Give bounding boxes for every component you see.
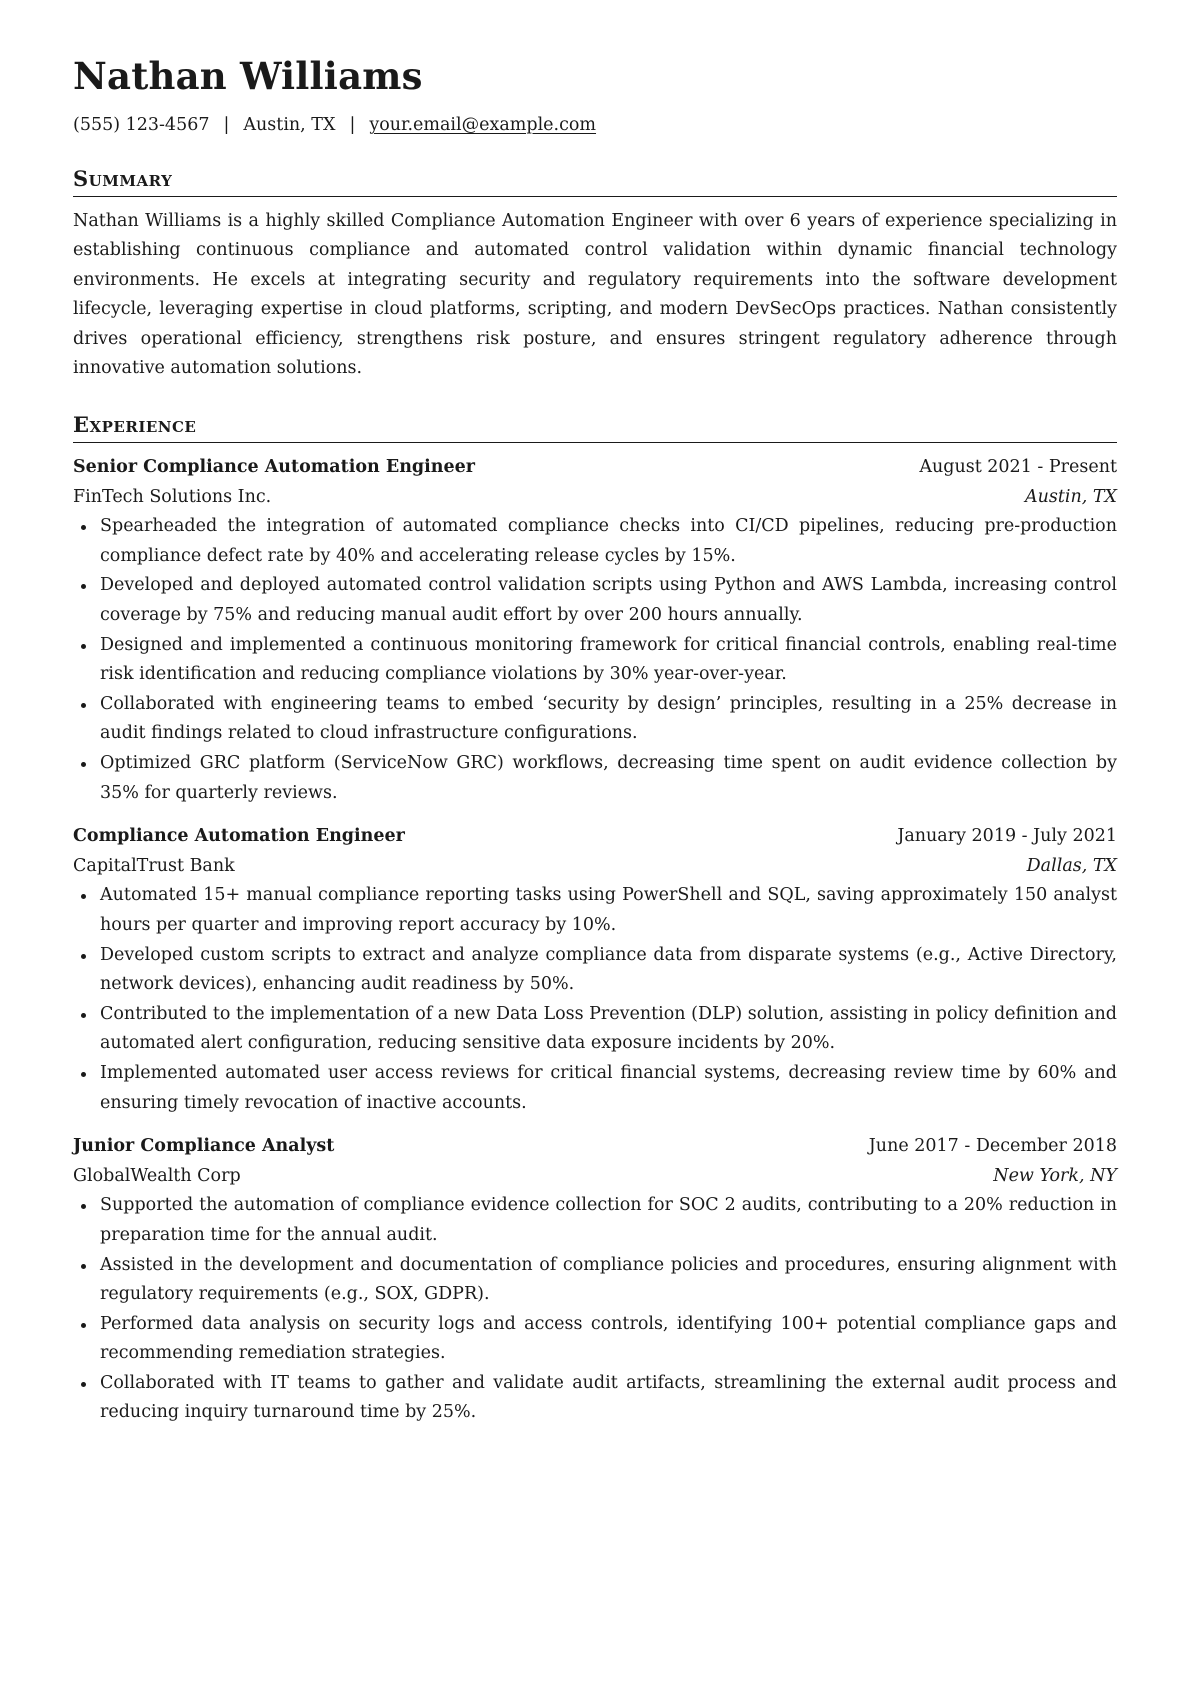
summary-heading: Summary bbox=[73, 165, 173, 191]
achievement-list bbox=[73, 512, 1117, 808]
section-divider bbox=[73, 442, 1117, 443]
phone-number: (555) 123-4567 bbox=[73, 115, 210, 135]
achievement-item: Supported the automation of compliance evidence collection for SOC 2 audits, contributing to a 20% reduction in preparation time for the annual audit. bbox=[73, 1191, 1117, 1250]
company-name: GlobalWealth Corp bbox=[73, 1165, 241, 1186]
job-title: Junior Compliance Analyst bbox=[73, 1136, 335, 1157]
job-dates: August 2021 - Present bbox=[919, 457, 1117, 478]
contact-separator: | bbox=[223, 115, 230, 135]
achievement-item: Assisted in the development and documentation of compliance policies and procedures, ensuring alignment with regulatory requirements (e.g., SOX, GDPR). bbox=[73, 1251, 1117, 1310]
achievement-item: Designed and implemented a continuous monitoring framework for critical financial controls, enabling real-time risk identification and reducing compliance violations by 30% year-over-year. bbox=[73, 631, 1117, 690]
contact-line bbox=[73, 117, 1117, 135]
job-location: Austin, TX bbox=[1024, 486, 1117, 507]
job-location: New York, NY bbox=[993, 1165, 1117, 1186]
experience-heading: Experience bbox=[73, 412, 197, 438]
section-divider bbox=[73, 196, 1117, 197]
job-header bbox=[73, 1132, 1117, 1162]
achievement-item: Collaborated with engineering teams to embed ‘security by design’ principles, resulting in a 25% decrease in audit findings related to cloud infrastructure configurations. bbox=[73, 690, 1117, 749]
achievement-item: Automated 15+ manual compliance reporting tasks using PowerShell and SQL, saving approximately 150 analyst hours per quarter and improving report accuracy by 10%. bbox=[73, 881, 1117, 940]
job-dates: January 2019 - July 2021 bbox=[897, 826, 1117, 847]
summary-text: Nathan Williams is a highly skilled Compliance Automation Engineer with over 6 years of experience specializing in establishing continuous compliance and automated control validation within dynamic financial technology environments. He excels at integrating security and regulatory requirements into the software development lifecycle, leveraging expertise in cloud platforms, scripting, and modern DevSecOps practices. Nathan consistently drives operational efficiency, strengthens risk posture, and ensures stringent regulatory adherence through innovative automation solutions. bbox=[73, 210, 1117, 379]
candidate-name: Nathan Williams bbox=[73, 54, 423, 98]
achievement-list bbox=[73, 881, 1117, 1118]
company-name: FinTech Solutions Inc. bbox=[73, 486, 272, 507]
email-link[interactable]: your.email@example.com bbox=[369, 115, 597, 135]
job-subheader bbox=[73, 1162, 1117, 1192]
achievement-item: Developed and deployed automated control validation scripts using Python and AWS Lambda, increasing control coverage by 75% and reducing manual audit effort by over 200 hours annually. bbox=[73, 571, 1117, 630]
job-title: Compliance Automation Engineer bbox=[73, 826, 405, 847]
achievement-item: Collaborated with IT teams to gather and validate audit artifacts, streamlining the external audit process and reducing inquiry turnaround time by 25%. bbox=[73, 1369, 1117, 1428]
job-subheader bbox=[73, 483, 1117, 513]
job-dates: June 2017 - December 2018 bbox=[868, 1136, 1117, 1157]
achievement-item: Implemented automated user access reviews for critical financial systems, decreasing review time by 60% and ensuring timely revocation of inactive accounts. bbox=[73, 1059, 1117, 1118]
achievement-item: Developed custom scripts to extract and analyze compliance data from disparate systems (e.g., Active Directory, network devices), enhancing audit readiness by 50%. bbox=[73, 941, 1117, 1000]
job-entry bbox=[73, 453, 1117, 808]
achievement-item: Spearheaded the integration of automated compliance checks into CI/CD pipelines, reducing pre-production compliance defect rate by 40% and accelerating release cycles by 15%. bbox=[73, 512, 1117, 571]
contact-separator: | bbox=[349, 115, 356, 135]
job-header bbox=[73, 822, 1117, 852]
job-entry bbox=[73, 822, 1117, 1118]
job-header bbox=[73, 453, 1117, 483]
job-subheader bbox=[73, 852, 1117, 882]
job-location: Dallas, TX bbox=[1026, 855, 1117, 876]
achievement-item: Contributed to the implementation of a new Data Loss Prevention (DLP) solution, assisting in policy definition and automated alert configuration, reducing sensitive data exposure incidents by 20%. bbox=[73, 1000, 1117, 1059]
job-title: Senior Compliance Automation Engineer bbox=[73, 457, 476, 478]
achievement-item: Optimized GRC platform (ServiceNow GRC) workflows, decreasing time spent on audit evidence collection by 35% for quarterly reviews. bbox=[73, 749, 1117, 808]
company-name: CapitalTrust Bank bbox=[73, 855, 235, 876]
achievement-item: Performed data analysis on security logs and access controls, identifying 100+ potential compliance gaps and recommending remediation strategies. bbox=[73, 1310, 1117, 1369]
job-entry bbox=[73, 1132, 1117, 1428]
location: Austin, TX bbox=[243, 115, 336, 135]
achievement-list bbox=[73, 1191, 1117, 1428]
